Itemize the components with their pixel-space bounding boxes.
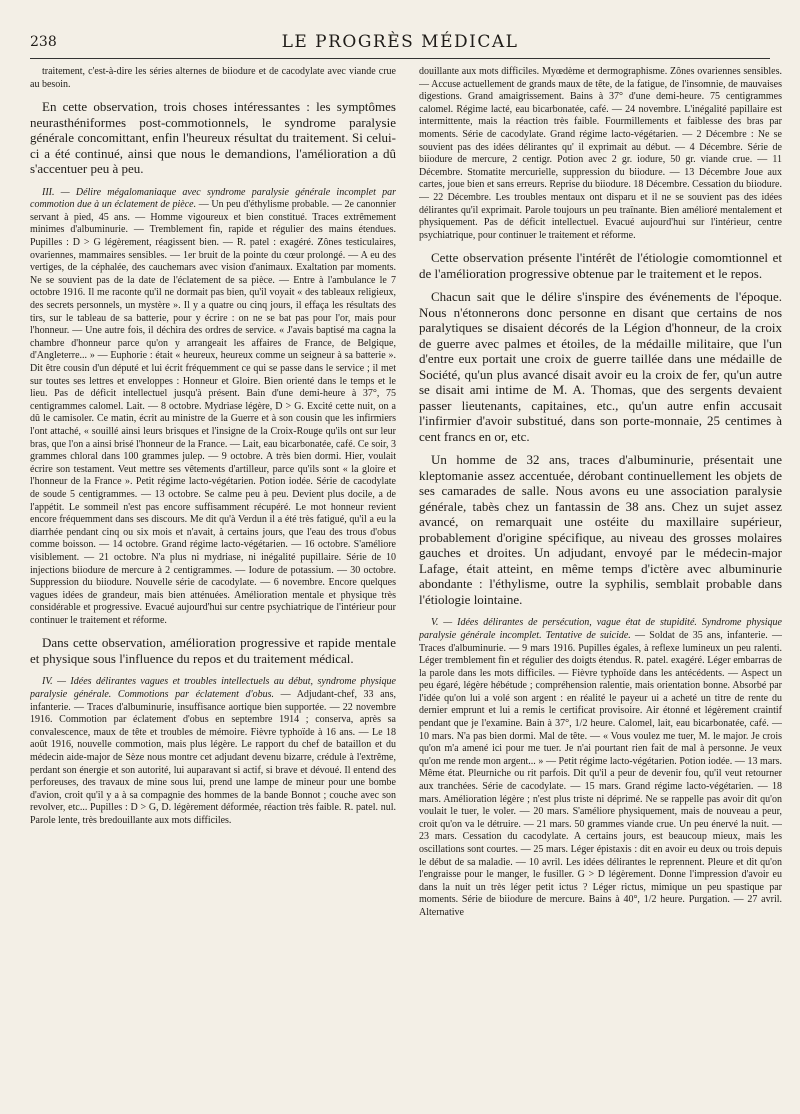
paragraph: Cette observation présente l'intérêt de l'étiologie comomtionnel et de l'amélioration progressive obtenue par le traitement et le repos. [419,250,782,281]
observation-section: IV. — Idées délirantes vagues et troubles intellectuels au début, syndrome physique paralysie générale. Commotions par éclatement d'obus. — Adjudant-chef, 33 ans, infanterie. — Traces d'albuminurie, insuffisance aortique bien supportée. — 22 novembre 1916. Commotion par éclatement d'obus en septembre 1914 ; conserva, après sa convalescence, maux de tête et troubles de mémoire. Fièvre typhoïde à 16 ans. — Le 18 août 1916, nouvelle commotion, mais plus légère. Le rapport du chef de bataillon et du médecin aide-major de Sèze nous montre cet adjudant devenu bizarre, crédule à l'extrême, perdant son énergie et son autorité, lui auparavant si actif, si brave et dévoué. Il entend des perforeuses, des travaux de mine sous lui, prend une lampe de mineur pour une bombe d'avion, croit qu'il y a à sa compagnie des hommes de la bande Bonnot ; couche avec son revolver, etc... Pupilles : D > G, D. légèrement déformée, réaction très faible. R. patel. nul. Parole lente, très bredouillante aux mots difficiles. [30,676,396,826]
observation-section: III. — Délire mégalomaniaque avec syndrome paralysie générale incomplet par commotion due à un éclatement de pièce. — Un peu d'éthylisme probable. — 2e canonnier servant à pied, 45 ans. — Homme vigoureux et bien constitué. Traces extrêmement minimes d'albuminurie. — Tremblement fin, rapide et régulier des mains étendues. Pupilles : D > G légèrement, réagissent bien. — R. patel : exagéré. Zônes testiculaires, ovariennes, mammaires sensibles. — 1er bruit de la pointe du cœur prolongé. — A eu des vertiges, de la céphalée, des cauchemars avec vision d'animaux. Exaltation par moments. Ne se souvient pas de la date de l'éclatement de sa pièce. — Entre à l'ambulance le 7 octobre 1916. Il me raconte qu'il ne dormait pas bien, qu'il voyait « des tableaux religieux, des secrets personnels, un mystère ». Il y a quatre ou cinq jours, il effaça les résultats des tirs, sur le tableau de sa batterie, pour y écrire : on ne se bat pas pour l'or, mais pour l'honneur. — Une autre fois, il déchira des ordres de service. « J'avais baptisé ma cagna la chambre d'honneur parce qu'on y arrangeait les affaires de France, de Belgique, d'Angleterre... » — Euphorie : était « heureux, heureux comme un seigneur à sa batterie ». Dit être cousin d'un député et lui écrit fréquemment ce qui se passe dans le service ; il met sur toutes ses lettres et enveloppes : Honneur et Gloire. Bien orienté dans le temps et le lieu. Pas de déficit intellectuel jusqu'à présent. Bain d'une demi-heure à 37°, 75 centigrammes calomel. Lait. — 8 octobre. Mydriase légère, D > G. Excité cette nuit, on a dû le camisoler. Ce matin, écrit au ministre de la Guerre et à son cousin que les infirmiers l'ont attaché, « souillé ainsi leurs brisques et l'insigne de la Croix-Rouge qu'ils ont sur leur bras, que l'on a ainsi brisé l'honneur de la France. — Lait, eau bicarbonatée, café. Ce soir, 3 grammes chloral dans 100 grammes julep. — 9 octobre. A très bien dormi. Hier, voulait écrire son testament. Veut mettre ses vêtements d'artilleur, parce qu'ils sont « la gloire et l'honneur de la France ». Petit régime lacto-végétarien. Potion iodée. Série de cacodylate de soude 5 centigrammes. — 13 octobre. Se calme peu à peu. Devient plus docile, a de l'appétit. Le sommeil n'est pas encore suffisamment récupéré. Le mot honneur revient encore fréquemment dans ses discours. Me dit qu'à Verdun il a été très fatigué, qu'il a eu la diarrhée pendant cinq ou six mois et n'avait, à certains jours, que l'eau des trous d'obus comme boisson. — 14 octobre. Grand régime lacto-végétarien. — 16 octobre. S'améliore visiblement. — 21 octobre. N'a plus ni mydriase, ni inégalité pupillaire. Série de 10 injections biiodure de mercure à 2 centigrammes. — Iodure de potassium. — 30 octobre. Suppression du biiodure. Nouvelle série de cacodylate. — 6 novembre. Encore quelques vagues idées de grandeur, mais bien atténuées. Amélioration mentale et physique très considérable et progressive. Evacué aujourd'hui sur centre psychiatrique de l'intérieur pour continuer le traitement et réforme. [30,186,396,626]
section-heading: IV. — Idées délirantes vagues et troubles intellectuels au début, syndrome physique paralysie générale. Commotions par éclatement d'obus. [30,676,396,701]
journal-title: LE PROGRÈS MÉDICAL [281,32,519,52]
paragraph: En cette observation, trois choses intéressantes : les symptômes neurasthéniformes post-commotionnels, le syndrome paralysie générale concomittant, enfin l'heureux résultat du traitement. Si celui-ci a été continué, ainsi que nous le demandions, l'amélioration a dû s'accentuer peu à peu. [30,99,396,177]
page-header [30,30,770,59]
paragraph: traitement, c'est-à-dire les séries alternes de biiodure et de cacodylate avec viande crue au besoin. [30,66,396,90]
left-column [30,66,396,1106]
paragraph: Chacun sait que le délire s'inspire des événements de l'époque. Nous n'étonnerons donc personne en disant que certains de nos paralytiques se disaient décorés de la Légion d'honneur, de la croix de guerre avec palmes et étoiles, de la médaille militaire, que l'un d'entre eux portait une croix de guerre taillée dans une médaille de Société, qu'un plus avancé disait avoir eu la croix de fer, qu'un autre se disait ami intime de M. A. Thomas, que des sergents devaient passer lieutenants, capitaines, etc., qu'un autre enfin accusait l'infirmier d'avoir substitué, dans son porte-monnaie, 25 centimes à cent francs en or, etc. [419,289,782,444]
page-number: 238 [30,34,57,50]
section-heading: III. — Délire mégalomaniaque avec syndrome paralysie générale incomplet par commotion due à un éclatement de pièce. [30,186,396,211]
paragraph: Un homme de 32 ans, traces d'albuminurie, présentait une kleptomanie assez accentuée, dérobant continuellement les objets de ses camarades de salle. Nous avons eu une association paralysie générale, tabès chez un fantassin de 38 ans. Chez un sujet assez avancé, on remarquait une ostéite du maxillaire supérieur, probablement d'origine spécifique, au niveau des grosses molaires gauches et droites. Un adjudant, envoyé par le médecin-major Lafage, était atteint, en même temps d'ictère avec albuminurie abondante : l'éthylisme, outre la syphilis, semblait probable dans l'étiologie lointaine. [419,452,782,607]
paragraph: Dans cette observation, amélioration progressive et rapide mentale et physique sous l'influence du repos et du traitement médical. [30,635,396,666]
paragraph: douillante aux mots difficiles. Myœdème et dermographisme. Zônes ovariennes sensibles. — Accuse actuellement de grands maux de tête, de la fatigue, de l'insomnie, de mauvaises digestions. Grand amaigrissement. Bains à 37° d'une demi-heure. 75 centigrammes calomel. Régime lacté, eau bicarbonatée, café. — 24 novembre. L'inégalité papillaire est intermittente, mais la réaction très faible. Fourmillements et faiblesse des bras par moments. Série de cacodylate. Grand régime lacto-végétarien. — 2 Décembre : Ne se souvient pas des idées délirantes qu' il exprimait au début. — 4 Décembre. Série de biiodure de mercure, 2 centigr. Potion avec 2 gr. iodure, 50 gr. viande crue. — 11 Décembre. Stomatite mercurielle, suppression du biiodure. — 13 Décembre Joue aux cartes, joue bien et sans erreurs. Reprise du biiodure. 18 Décembre. Cessation du biiodure. — 22 Décembre. Les troubles mentaux ont disparu et il ne se souvient pas des idées délirantes qu'il exprimait. Parole toujours un peu traînante. Bien amélioré mentalement et physiquement. Pas de déficit intellectuel. Evacué aujourd'hui sur l'intérieur, centre psychiatrique, pour continuer le traitement et réforme. [419,66,782,241]
section-heading: V. — Idées délirantes de persécution, vague état de stupidité. Syndrome physique paralysie générale incomplet. Tentative de suicide. [419,617,782,641]
observation-section: V. — Idées délirantes de persécution, vague état de stupidité. Syndrome physique paralysie générale incomplet. Tentative de suicide. — Soldat de 35 ans, infanterie. — Traces d'albuminurie. — 9 mars 1916. Pupilles égales, à reflexe lumineux un peu ralenti. Léger tremblement fin et régulier des doigts étendus. R. patel. exagéré. Léger embarras de la parole dans les mots difficiles. — Fièvre typhoïde dans les antécédents. — Aspect un peu égaré, légère hébétude ; compréhension ralentie, mais orientation bonne. Absorbé par l'idée qu'on lui a volé son argent : en réalité le payeur ui a acheté un titre de rente du dernier emprunt et lui a remis le certificat provisoire. Air étonné et légèrement craintif pendant que je l'examine. Bain à 37°, 1/2 heure. Calomel, lait, eau bicarbonatée, café. — 10 mars. N'a pas bien dormi. Mal de tête. — « Vous voulez me tuer, M. le major. Je crois qu'on m'a amené ici pour me tuer. Je n'ai pourtant rien fait de mal à personne. Je veux qu'on me rende mon argent... » — Petit régime lacto-végétarien. Potion iodée. — 13 mars. Même état. Pleurniche ou rit parfois. Dit qu'il a peur de devenir fou, qu'il veut retourner aux tranchées. Série de cacodylate. — 15 mars. Grand régime lacto-végétarien. — 18 mars. Amélioration légère ; n'est plus triste ni déprimé. Ne se rappelle pas avoir dit qu'on voulait le tuer, le voler. — 20 mars. S'améliore physiquement, mais de nouveau a peur, croit qu'on va le détruire. — 21 mars. 50 grammes viande crue. Un peu énervé la nuit. — 23 mars. Cessation du cacodylate. A certains jours, est beaucoup mieux, mais les oscillations sont courtes. — 25 mars. Léger épistaxis : dit en avoir eu deux ou trois depuis le début de sa maladie. — 10 avril. Les idées délirantes le reprennent. Pleure et dit qu'on l'engraisse pour le manger, le fusiller. G > D légèrement. Donne l'impression d'avoir eu dans la nuit un très léger petit ictus ? Léger rictus, mimique un peu spastique par moments. Série de biiodure de mercure. Bains à 40°, 1/2 heure. Purgation. — 27 avril. Alternative [419,617,782,918]
right-column [419,66,782,1106]
